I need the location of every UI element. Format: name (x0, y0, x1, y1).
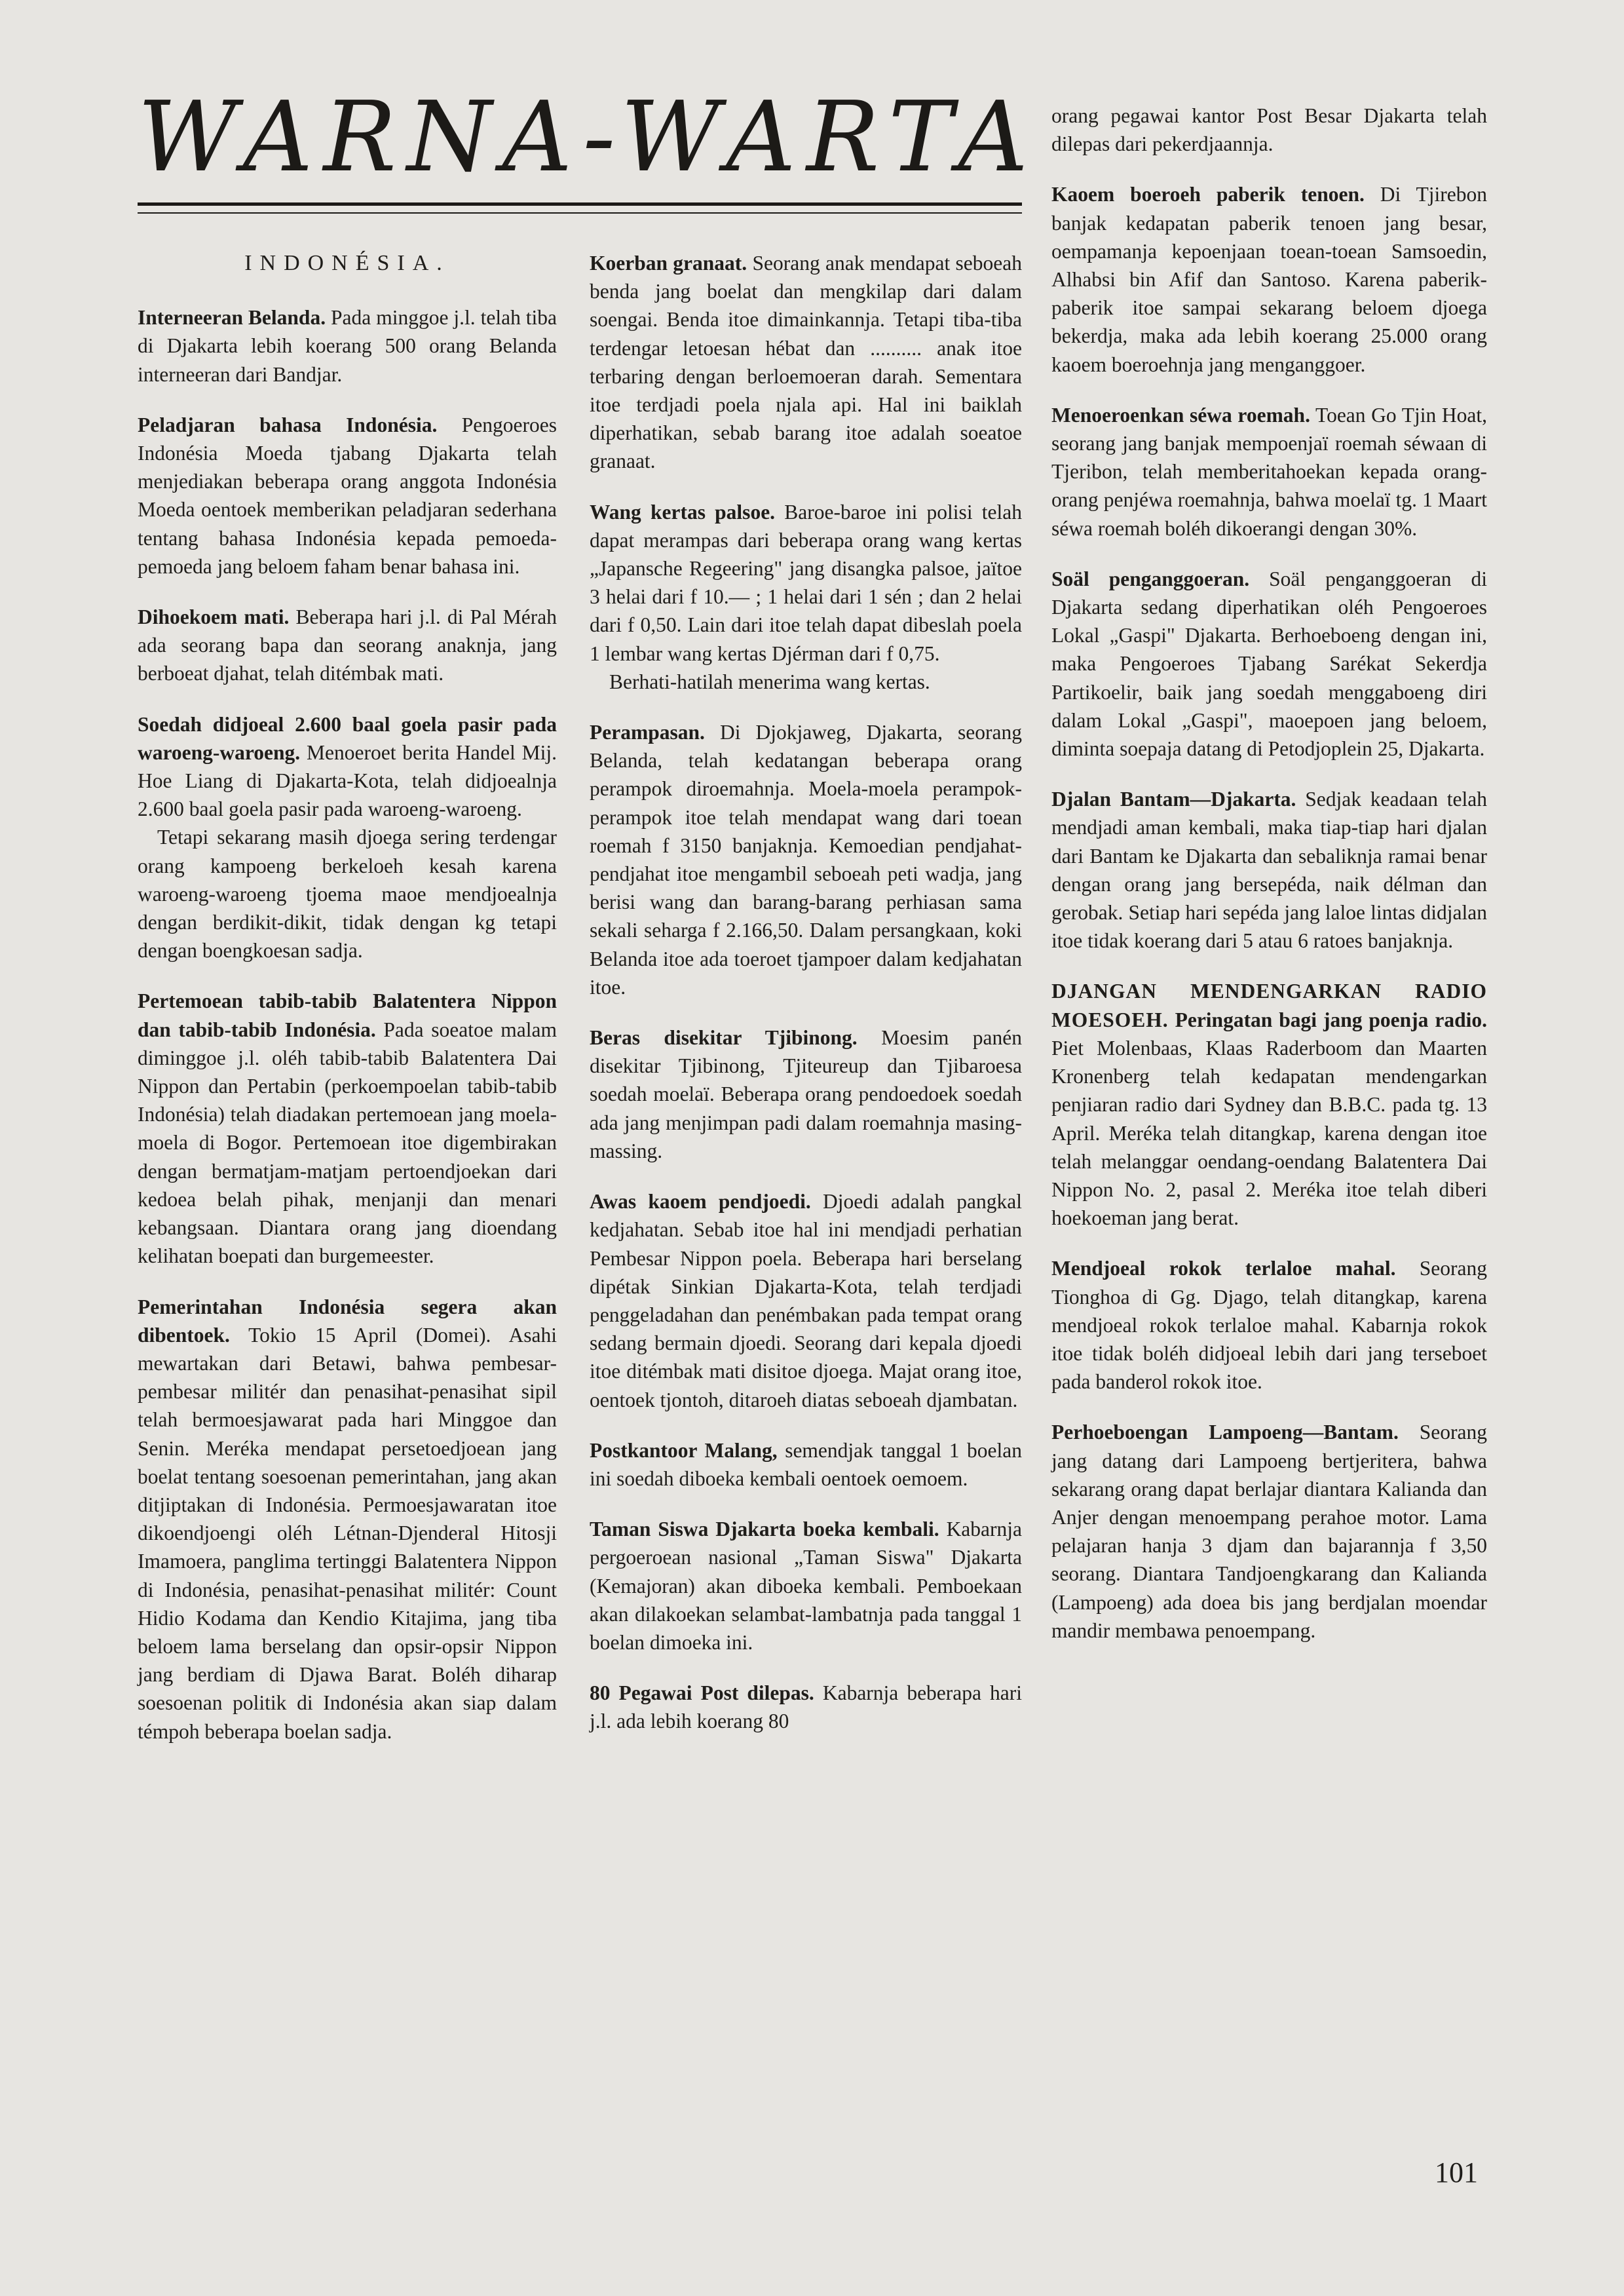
article-headline: Soedah didjoeal 2.600 baal goela pasir pada waroeng-waroeng. (138, 712, 557, 764)
article-body: Seorang jang datang dari Lampoeng bertjeritera, bahwa sekarang orang dapat berlajar diantara Kalianda dan Anjer dengan menoempang perahoe motor. Lama pelajaran hanja 3 djam dan bajarannja f 3,50 seorang. Diantara Tandjoengkarang dan Kalianda (Lampoeng) ada doea bis jang berdjalan moendar mandir membawa penoempang. (1051, 1421, 1487, 1642)
article-body: Piet Molenbaas, Klaas Raderboom dan Maarten Kronenberg telah kedapatan mendengarkan penjiaran radio dari Sydney dan B.B.C. pada tg. 13 April. Meréka telah ditangkap, karena dengan itoe telah melanggar oendang-oendang Balatentera Dai Nippon No. 2, pasal 2. Meréka itoe telah diberi hoekoeman jang berat. (1051, 1036, 1487, 1230)
article-caps-headline: DJANGAN MENDENGARKAN RADIO MOESOEH. (1051, 980, 1487, 1031)
article-headline: Taman Siswa Djakarta boeka kembali. (590, 1518, 939, 1541)
article (1051, 180, 1487, 378)
article-headline: Mendjoeal rokok terlaloe mahal. (1051, 1257, 1396, 1280)
article (1051, 785, 1487, 955)
article-body: Baroe-baroe ini polisi telah dapat merampas dari beberapa orang wang kertas „Japansche Regeering" jang disangka palsoe, jaïtoe 3 helai dari f 10.— ; 1 helai dari 1 sén ; dan 2 helai dari f 0,50. Lain dari itoe telah dapat dibeslah poela 1 lembar wang kertas Djérman dari f 0,75. (590, 500, 1022, 665)
article (138, 603, 557, 688)
article (138, 411, 557, 581)
article-body: Toean Go Tjin Hoat, seorang jang banjak mempoenjaï roemah séwaan di Tjeribon, telah memberitahoekan kepada orang-orang penjéwa roemahnja, bahwa moelaï tg. 1 Maart séwa roemah boléh dikoerangi dengan 30%. (1051, 403, 1487, 540)
column-1 (138, 249, 557, 1768)
article (590, 718, 1022, 1001)
article-headline: Dihoekoem mati. (138, 605, 290, 629)
article-body: Kabarnja beberapa hari j.l. ada lebih koerang 80 (590, 1681, 1023, 1733)
article-headline: Kaoem boeroeh paberik tenoen. (1051, 183, 1365, 206)
article-body: Kabarnja pergoeroean nasional „Taman Siswa" Djakarta (Kemajoran) akan diboeka kembali. Pemboekaan akan dilakoekan selambat-lambatnja pada tanggal 1 boelan dimoeka ini. (590, 1518, 1022, 1654)
article-headline: Soäl penganggoeran. (1051, 567, 1250, 590)
article-headline: Koerban granaat. (590, 252, 747, 275)
article-body: Di Tjirebon banjak kedapatan paberik tenoen jang besar, oempamanja kepoenjaan toean-toean Samsoedin, Alhabsi bin Afif dan Santoso. Karena paberik-paberik itoe sampai sekarang beloem djoega bekerdja, maka ada lebih koerang 25.000 orang kaoem boeroehnja jang menganggoer. (1051, 183, 1487, 376)
article-continued-lead: orang pegawai kantor Post Besar Djakarta telah dilepas dari pekerdjaannja. (1051, 104, 1487, 156)
article (590, 1436, 1022, 1493)
article-headline: Wang kertas palsoe. (590, 500, 776, 524)
article-body: semendjak tanggal 1 boelan ini soedah diboeka kembali oentoek oemoem. (590, 1438, 1023, 1490)
article-headline: Menoeroenkan séwa roemah. (1051, 403, 1310, 427)
article (1051, 565, 1487, 763)
article-headline: Awas kaoem pendjoedi. (590, 1190, 811, 1214)
article (590, 1515, 1022, 1656)
article-headline: Interneeran Belanda. (138, 306, 326, 330)
article-headline: Perampasan. (590, 721, 705, 744)
article-headline: 80 Pegawai Post dilepas. (590, 1681, 814, 1705)
article-headline: Pemerintahan Indonésia segera akan dibentoek. (138, 1295, 557, 1347)
masthead-title: WARNA-WARTA (138, 81, 1039, 193)
article-headline: Djalan Bantam—Djakarta. (1051, 788, 1296, 811)
article-headline: Peladjaran bahasa Indonésia. (138, 413, 438, 436)
article-body: Moesim panén disekitar Tjibinong, Tjiteureup dan Tjibaroesa soedah moelaï. Beberapa orang pendoedoek soedah ada jang menjimpan padi dalam roemahnja masing-massing. (590, 1026, 1022, 1162)
article-body: Tokio 15 April (Domei). Asahi mewartakan dari Betawi, bahwa pembesar-pembesar militér dan penasihat-penasihat sipil telah bermoesjawarat pada hari Minggoe dan Senin. Meréka mendapat persetoedjoean jang boelat tentang soesoenan pemerintahan, jang akan ditjiptakan di Indonésia. Permoesjawaratan itoe dikoendjoengi oléh Létnan-Djenderal Hitosji Imamoera, panglima tertinggi Balatentera Nippon di Indonésia, penasihat-penasihat militér: Count Hidio Kodama dan Kendio Kitajima, jang tiba beloem lama berselang dan opsir-opsir Nippon jang berdiam di Djawa Barat. Boléh diharap soesoenan politik di Indonésia akan siap dalam témpoh beberapa boelan sadja. (138, 1323, 557, 1743)
masthead (138, 81, 1039, 214)
article (1051, 401, 1487, 543)
article (138, 1293, 557, 1746)
article (1051, 1418, 1487, 1645)
article-body: Pada minggoe j.l. telah tiba di Djakarta lebih koerang 500 orang Belanda interneeran dari Bandjar. (138, 306, 557, 386)
article-headline: Postkantoor Malang, (590, 1438, 778, 1462)
article (1051, 977, 1487, 1232)
article (1051, 1254, 1487, 1396)
article-body: Menoeroet berita Handel Mij. Hoe Liang di Djakarta-Kota, telah didjoealnja 2.600 baal goela pasir pada waroeng-waroeng. (138, 740, 557, 821)
article (590, 1024, 1022, 1165)
article (590, 1187, 1022, 1414)
article-body: Di Djokjaweg, Djakarta, seorang Belanda, telah kedatangan beberapa orang perampok diroemahnja. Moela-moela perampok-perampok itoe telah mendapat wang dari toean roemah f 3150 banjaknja. Kemoedian pendjahat-pendjahat itoe mengambil seboeah peti wadja, jang berisi wang dan barang-barang perhiasan sama sekali seharga f 2.166,50. Dalam persangkaan, koki Belanda itoe ada toeroet tjampoer dalam kedjahatan itoe. (590, 721, 1023, 999)
article-body: Sedjak keadaan telah mendjadi aman kembali, maka tiap-tiap hari djalan dari Bantam ke Djakarta dan sebaliknja ramai benar dengan orang jang bersepéda, naik délman dan gerobak. Setiap hari sepéda jang laloe lintas didjalan itoe tidak koerang dari 5 atau 6 ratoes banjaknja. (1051, 788, 1487, 953)
article-headline: Perhoeboengan Lampoeng—Bantam. (1051, 1421, 1399, 1444)
article (590, 1679, 1022, 1735)
article-body: Beberapa hari j.l. di Pal Mérah ada seorang bapa dan seorang anaknja, jang berboeat djahat, telah ditémbak mati. (138, 605, 557, 685)
article-body: Seorang anak mendapat seboeah benda jang boelat dan mengkilap dari dalam soengai. Benda itoe dimainkannja. Tetapi tiba-tiba terdengar letoesan hébat dan .......... anak itoe terbaring dengan berloemoeran darah. Sementara itoe terdjadi poela njala api. Hal ini baiklah diperhatikan, sebab barang itoe adalah soeatoe granaat. (590, 252, 1023, 473)
article-headline: Beras disekitar Tjibinong. (590, 1026, 858, 1050)
region-heading: INDONÉSIA. (244, 251, 450, 275)
article (138, 710, 557, 824)
article (138, 987, 557, 1270)
article-continuation: Berhati-hatilah menerima wang kertas. (609, 670, 930, 693)
column-2 (590, 249, 1022, 1758)
page-number: 101 (1435, 2156, 1478, 2189)
article-body: Pada soeatoe malam diminggoe j.l. oléh tabib-tabib Balatentera Dai Nippon dan Pertabin (perkoempoelan tabib-tabib Indonésia) telah diadakan pertemoean jang moela-moela di Bogor. Pertemoean itoe digembirakan dengan bermatjam-matjam pertoendjoekan dari kedoea belah pihak, menjanji dan menari kebangsaan. Diantara orang jang dioendang kelihatan boepati dan burgemeester. (138, 1018, 557, 1268)
article (590, 498, 1022, 668)
article-headline: Pertemoean tabib-tabib Balatentera Nippon dan tabib-tabib Indonésia. (138, 989, 557, 1041)
article-body: Seorang Tionghoa di Gg. Djago, telah ditangkap, karena mendjoeal rokok terlaloe mahal. Kabarnja rokok itoe tidak boléh didjoeal lebih dari jang terseboet pada banderol rokok itoe. (1051, 1257, 1488, 1394)
article-body: Pengoeroes Indonésia Moeda tjabang Djakarta telah menjediakan beberapa orang anggota Indonésia Moeda oentoek memberikan peladjaran sederhana tentang bahasa Indonésia kepada pemoeda-pemoeda jang beloem faham benar bahasa ini. (138, 413, 557, 578)
article (138, 303, 557, 389)
article (590, 249, 1022, 476)
column-3 (1051, 102, 1487, 1667)
article-body: Soäl penganggoeran di Djakarta sedang diperhatikan oléh Pengoeroes Lokal „Gaspi" Djakarta. Berhoeboeng dengan ini, maka Pengoeroes Tjabang Sarékat Sekerdja Partikoelir, baik jang soedah menggaboeng diri dalam Lokal „Gaspi", maoepoen jang beloem, diminta soepaja datang di Petodjoplein 25, Djakarta. (1051, 567, 1488, 761)
article-continuation: Tetapi sekarang masih djoega sering terdengar orang kampoeng berkeloeh kesah karena waroeng-waroeng tjoema maoe mendjoealnja dengan berdikit-dikit, tidak dengan kg tetapi dengan boengkoesan sadja. (138, 826, 557, 963)
article-body: Djoedi adalah pangkal kedjahatan. Sebab itoe hal ini mendjadi perhatian Pembesar Nippon poela. Beberapa hari berselang dipétak Sinkian Djakarta-Kota, telah terdjadi penggeladahan dan penémbakan pada tempat orang sedang bermain djoedi. Seorang dari kepala djoedi itoe ditémbak mati disitoe djoega. Majat orang itoe, oentoek tjontoh, ditaroeh diatas seboeah djambatan. (590, 1190, 1023, 1411)
masthead-rule (138, 202, 1022, 214)
article-headline: Peringatan bagi jang poenja radio. (1175, 1008, 1487, 1031)
